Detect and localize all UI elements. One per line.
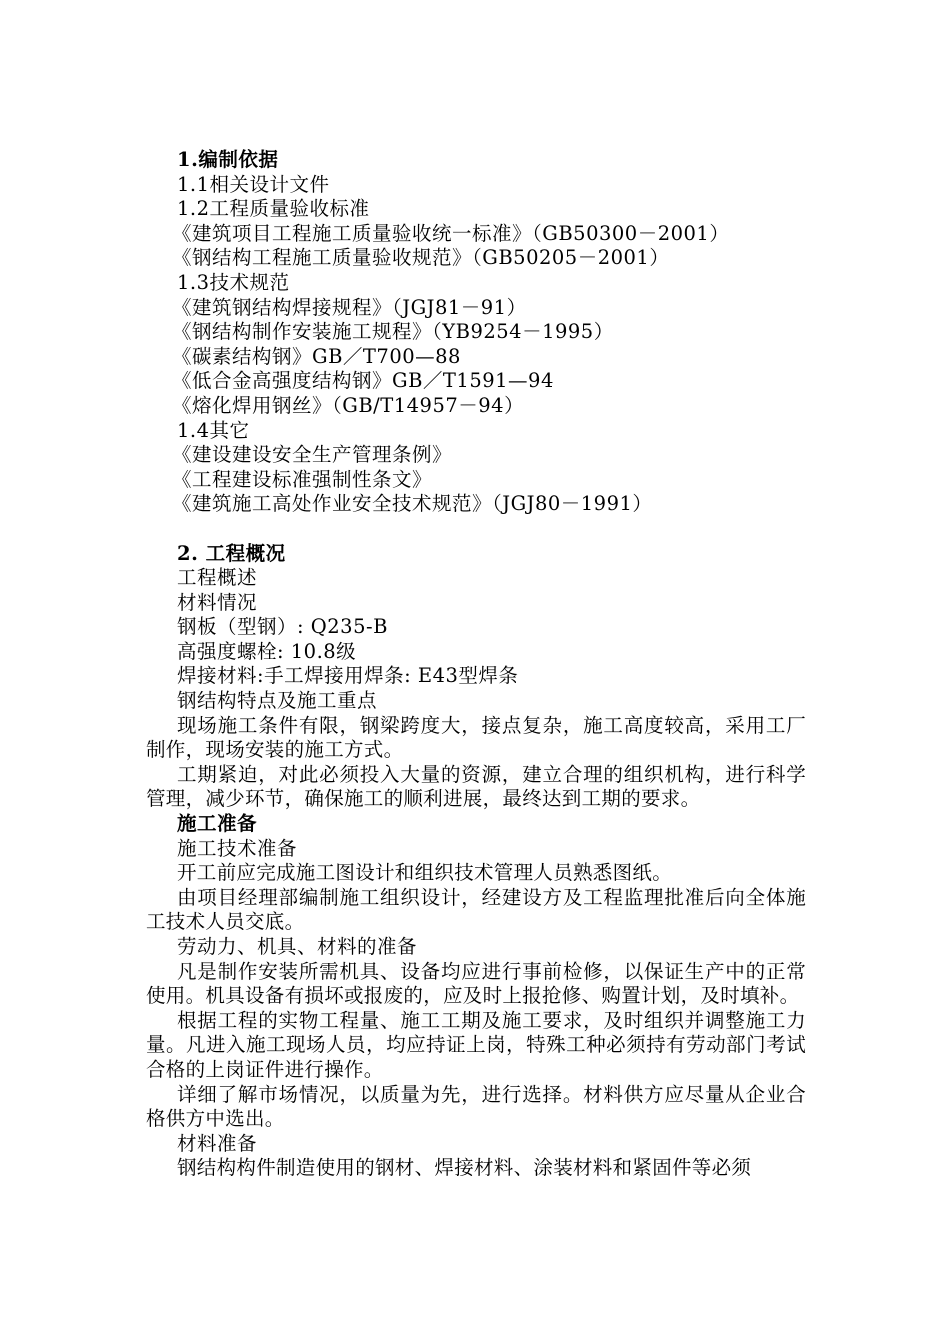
section-2-heading: 2. 工程概况	[177, 541, 286, 565]
steel-plate-spec: 钢板（型钢）: Q235-B	[177, 615, 388, 639]
standard-reference: 《熔化焊用钢丝》（GB/T14957－94）	[172, 393, 525, 417]
subsection-1-2: 1.2工程质量验收标准	[177, 197, 370, 221]
standard-reference: 《碳素结构钢》GB／T700—88	[172, 344, 461, 368]
subsection-1-1: 1.1相关设计文件	[177, 172, 330, 196]
features-title: 钢结构特点及施工重点	[177, 689, 378, 713]
standard-reference: 《钢结构制作安装施工规程》（YB9254－1995）	[172, 320, 614, 344]
paragraph-labor: 根据工程的实物工程量、施工工期及施工要求，及时组织并调整施工力量。凡进入施工现场人员，均应持证上岗，特殊工种必须持有劳动部门考试合格的上岗证件进行操作。	[146, 1008, 806, 1081]
welding-spec: 焊接材料:手工焊接用焊条: E43型焊条	[177, 664, 519, 688]
subsection-1-3: 1.3技术规范	[177, 270, 290, 294]
paragraph-site-conditions: 现场施工条件有限，钢梁跨度大，接点复杂，施工高度较高，采用工厂制作，现场安装的施工方式。	[146, 713, 806, 762]
standard-reference: 《建筑项目工程施工质量验收统一标准》（GB50300－2001）	[172, 221, 730, 245]
labor-prep-title: 劳动力、机具、材料的准备	[177, 935, 418, 958]
standard-reference: 《钢结构工程施工质量验收规范》（GB50205－2001）	[172, 246, 670, 270]
standard-reference: 《建设建设安全生产管理条例》	[172, 443, 453, 467]
material-prep-title: 材料准备	[177, 1131, 258, 1155]
standard-reference: 《建筑施工高处作业安全技术规范》（JGJ80－1991）	[172, 492, 653, 516]
section-1-heading: 1.编制依据	[177, 148, 279, 171]
standard-reference: 《工程建设标准强制性条文》	[172, 467, 433, 491]
document-body	[146, 148, 806, 1181]
paragraph-market: 详细了解市场情况，以质量为先，进行选择。材料供方应尽量从企业合格供方中选出。	[146, 1082, 806, 1131]
materials-title: 材料情况	[177, 590, 258, 614]
tech-prep-title: 施工技术准备	[177, 836, 298, 860]
paragraph-org-design: 由项目经理部编制施工组织设计，经建设方及工程监理批准后向全体施工技术人员交底。	[146, 885, 806, 934]
overview-title: 工程概述	[177, 566, 258, 590]
section-spacer	[146, 517, 806, 542]
standard-reference: 《低合金高强度结构钢》GB／T1591—94	[172, 369, 554, 393]
bolt-spec: 高强度螺栓: 10.8级	[177, 639, 357, 663]
standard-reference: 《建筑钢结构焊接规程》（JGJ81－91）	[172, 295, 527, 319]
paragraph-material: 钢结构构件制造使用的钢材、焊接材料、涂装材料和紧固件等必须	[177, 1156, 752, 1180]
section-3-heading: 施工准备	[177, 812, 258, 836]
paragraph-schedule: 工期紧迫，对此必须投入大量的资源，建立合理的组织机构，进行科学管理，减少环节，确保施工的顺利进展，最终达到工期的要求。	[146, 762, 806, 811]
paragraph-drawings: 开工前应完成施工图设计和组织技术管理人员熟悉图纸。	[177, 861, 673, 885]
paragraph-equipment: 凡是制作安装所需机具、设备均应进行事前检修，以保证生产中的正常使用。机具设备有损坏或报废的，应及时上报抢修、购置计划，及时填补。	[146, 959, 806, 1008]
subsection-1-4: 1.4其它	[177, 418, 250, 442]
